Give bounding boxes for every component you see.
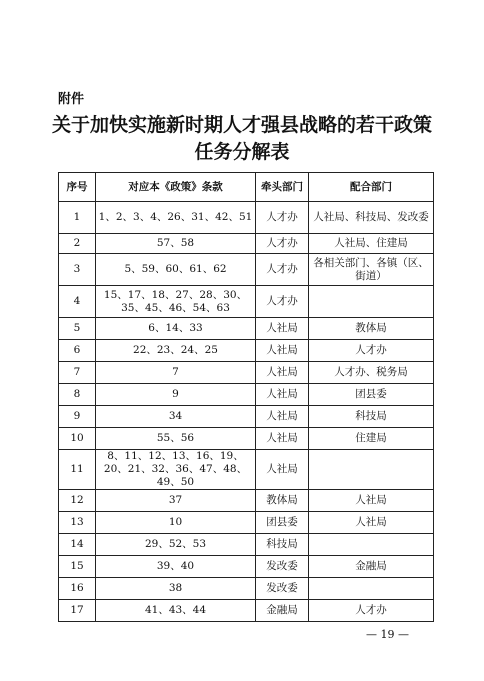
table-body [59, 202, 434, 622]
cell-serial-number: 5 [59, 318, 96, 340]
cell-cooperating-departments [309, 286, 434, 318]
document-title-line-2: 任务分解表 [194, 141, 290, 163]
cell-cooperating-departments: 人社局、科技局、发改委 [309, 202, 434, 234]
cell-lead-department: 人社局 [256, 450, 309, 490]
task-breakdown-table [58, 172, 434, 622]
table-row [59, 384, 434, 406]
table-row [59, 578, 434, 600]
table-row [59, 340, 434, 362]
cell-cooperating-departments [309, 578, 434, 600]
cell-serial-number: 8 [59, 384, 96, 406]
cell-serial-number: 2 [59, 234, 96, 254]
cell-cooperating-departments: 教体局 [309, 318, 434, 340]
cell-policy-articles: 57、58 [96, 234, 256, 254]
cell-serial-number: 7 [59, 362, 96, 384]
cell-lead-department: 发改委 [256, 578, 309, 600]
cell-policy-articles: 39、40 [96, 556, 256, 578]
cell-lead-department: 教体局 [256, 490, 309, 512]
table-row [59, 362, 434, 384]
table-row [59, 428, 434, 450]
cell-cooperating-departments: 人才办 [309, 600, 434, 622]
cell-policy-articles: 37 [96, 490, 256, 512]
cell-lead-department: 人社局 [256, 406, 309, 428]
cell-policy-articles: 41、43、44 [96, 600, 256, 622]
cell-lead-department: 人社局 [256, 362, 309, 384]
cell-serial-number: 6 [59, 340, 96, 362]
cell-serial-number: 15 [59, 556, 96, 578]
table-row [59, 534, 434, 556]
cell-serial-number: 14 [59, 534, 96, 556]
cell-cooperating-departments: 各相关部门、各镇（区、街道） [309, 254, 434, 286]
cell-cooperating-departments: 人社局、住建局 [309, 234, 434, 254]
cell-lead-department: 人社局 [256, 384, 309, 406]
cell-lead-department: 团县委 [256, 512, 309, 534]
header-cooperating-departments: 配合部门 [309, 173, 434, 202]
page-number: — 19 — [366, 628, 409, 641]
table-row [59, 202, 434, 234]
cell-policy-articles: 8、11、12、13、16、19、20、21、32、36、47、48、49、50 [96, 450, 256, 490]
table-header-row [59, 173, 434, 202]
cell-policy-articles: 5、59、60、61、62 [96, 254, 256, 286]
table-row [59, 406, 434, 428]
table-row [59, 234, 434, 254]
document-title-line-1: 关于加快实施新时期人才强县战略的若干政策 [51, 114, 432, 136]
cell-serial-number: 4 [59, 286, 96, 318]
cell-policy-articles: 6、14、33 [96, 318, 256, 340]
cell-lead-department: 人社局 [256, 318, 309, 340]
attachment-label: 附件 [58, 92, 85, 107]
header-serial-number: 序号 [59, 173, 96, 202]
cell-serial-number: 17 [59, 600, 96, 622]
cell-serial-number: 10 [59, 428, 96, 450]
cell-policy-articles: 29、52、53 [96, 534, 256, 556]
table-row [59, 490, 434, 512]
cell-lead-department: 科技局 [256, 534, 309, 556]
header-policy-articles: 对应本《政策》条款 [96, 173, 256, 202]
cell-policy-articles: 1、2、3、4、26、31、42、51 [96, 202, 256, 234]
cell-policy-articles: 15、17、18、27、28、30、35、45、46、54、63 [96, 286, 256, 318]
cell-policy-articles: 38 [96, 578, 256, 600]
cell-serial-number: 1 [59, 202, 96, 234]
cell-policy-articles: 55、56 [96, 428, 256, 450]
table-row [59, 254, 434, 286]
cell-lead-department: 人才办 [256, 202, 309, 234]
cell-policy-articles: 22、23、24、25 [96, 340, 256, 362]
cell-lead-department: 人才办 [256, 286, 309, 318]
cell-lead-department: 人社局 [256, 428, 309, 450]
cell-cooperating-departments: 人才办、税务局 [309, 362, 434, 384]
cell-cooperating-departments: 人社局 [309, 512, 434, 534]
cell-serial-number: 11 [59, 450, 96, 490]
cell-policy-articles: 34 [96, 406, 256, 428]
cell-lead-department: 发改委 [256, 556, 309, 578]
table-row [59, 318, 434, 340]
cell-cooperating-departments: 住建局 [309, 428, 434, 450]
cell-cooperating-departments [309, 534, 434, 556]
table-row [59, 512, 434, 534]
cell-serial-number: 16 [59, 578, 96, 600]
cell-lead-department: 金融局 [256, 600, 309, 622]
cell-cooperating-departments: 人才办 [309, 340, 434, 362]
cell-policy-articles: 10 [96, 512, 256, 534]
table-row [59, 600, 434, 622]
cell-cooperating-departments [309, 450, 434, 490]
cell-serial-number: 3 [59, 254, 96, 286]
table-row [59, 286, 434, 318]
cell-cooperating-departments: 团县委 [309, 384, 434, 406]
cell-lead-department: 人才办 [256, 254, 309, 286]
cell-policy-articles: 9 [96, 384, 256, 406]
cell-lead-department: 人才办 [256, 234, 309, 254]
header-lead-department: 牵头部门 [256, 173, 309, 202]
table-row [59, 556, 434, 578]
cell-cooperating-departments: 人社局 [309, 490, 434, 512]
cell-cooperating-departments: 科技局 [309, 406, 434, 428]
cell-policy-articles: 7 [96, 362, 256, 384]
cell-serial-number: 9 [59, 406, 96, 428]
cell-lead-department: 人社局 [256, 340, 309, 362]
cell-serial-number: 13 [59, 512, 96, 534]
cell-serial-number: 12 [59, 490, 96, 512]
table-row [59, 450, 434, 490]
cell-cooperating-departments: 金融局 [309, 556, 434, 578]
